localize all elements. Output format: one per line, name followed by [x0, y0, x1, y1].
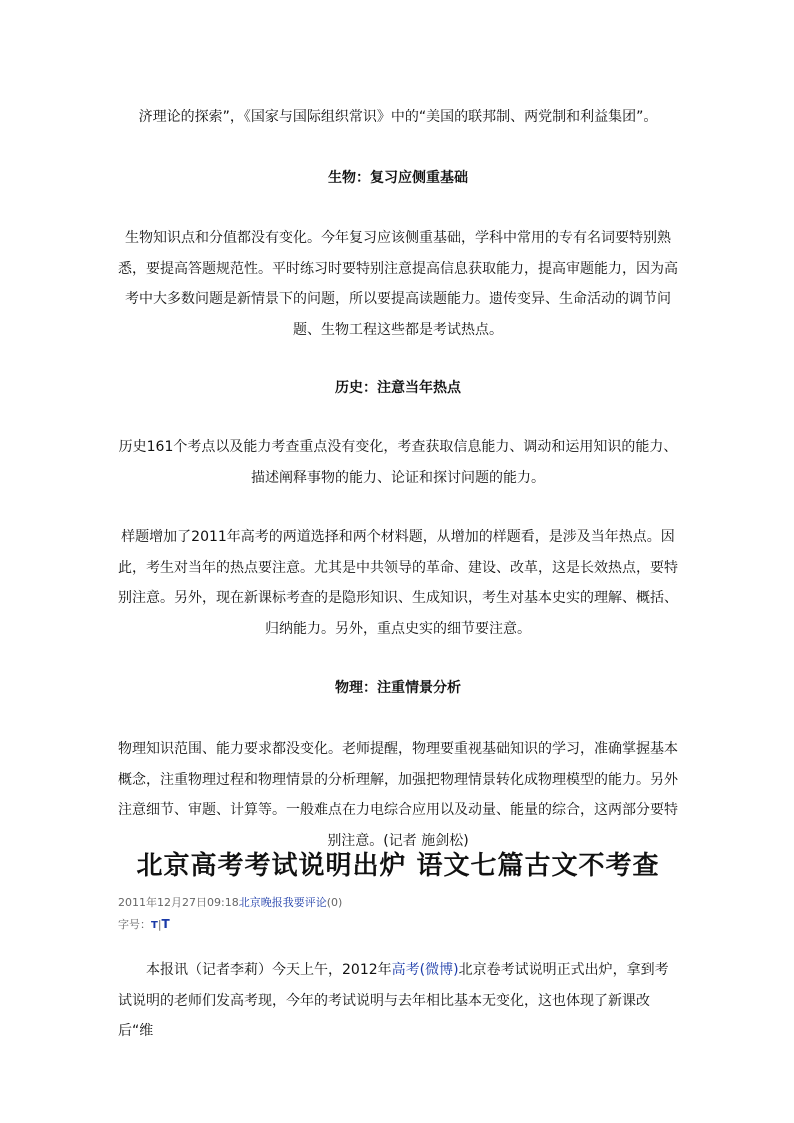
gaokao-link[interactable]: 高考 [391, 962, 420, 978]
article-para-suffix: 北京卷考试说明正式出炉，拿到考试说明的老师们发高考现，今年的考试说明与去年相比基本无变化，这也体现了新课改后“维 [118, 962, 669, 1039]
article-paragraph [118, 955, 678, 1047]
biology-body: 生物知识点和分值都没有变化。今年复习应该侧重基础，学科中常用的专有名词要特别熟悉，要提高答题规范性。平时练习时要特别注意提高信息获取能力，提高审题能力，因为高考中大多数问题是新情景下的问题，所以要提高读题能力。遗传变异、生命活动的调节问题、生物工程这些都是考试热点。 [118, 230, 678, 338]
article-title: 北京高考考试说明出炉 语文七篇古文不考查 [136, 851, 660, 881]
comment-count: (0) [326, 896, 343, 909]
weibo-link[interactable]: (微博) [419, 962, 459, 978]
intro-line: 济理论的探索”，《国家与国际组织常识》中的“美国的联邦制、两党制和利益集团”。 [138, 109, 658, 125]
biology-heading: 生物：复习应侧重基础 [328, 170, 468, 186]
font-size-control [118, 916, 170, 934]
history-body-2: 样题增加了2011年高考的两道选择和两个材料题，从增加的样题看，是涉及当年热点。因此，考生对当年的热点要注意。尤其是中共领导的革命、建设、改革，这是长效热点，要特别注意。另外，现在新课标考查的是隐形知识、生成知识，考生对基本史实的理解、概括、归纳能力。另外，重点史实的细节要注意。 [118, 529, 678, 637]
font-small-button[interactable]: T [151, 920, 158, 931]
font-size-divider: | [157, 918, 162, 931]
font-size-label: 字号： [118, 918, 151, 931]
history-heading: 历史：注意当年热点 [335, 380, 461, 396]
article-meta [118, 895, 342, 911]
article-date: 2011年12月27日09:18 [118, 896, 239, 909]
physics-body: 物理知识范围、能力要求都没变化。老师提醒，物理要重视基础知识的学习，准确掌握基本概念，注重物理过程和物理情景的分析理解，加强把物理情景转化成物理模型的能力。另外注意细节、审题、计算等。一般难点在力电综合应用以及动量、能量的综合，这两部分要特别注意。(记者 施剑松) [118, 741, 678, 849]
article-source[interactable]: 北京晚报 [238, 896, 283, 909]
article-para-prefix: 本报讯（记者李莉）今天上午，2012年 [146, 962, 392, 978]
comment-link[interactable]: 我要评论 [282, 896, 327, 909]
physics-heading: 物理：注重情景分析 [335, 680, 461, 696]
history-body-1: 历史161个考点以及能力考查重点没有变化，考查获取信息能力、调动和运用知识的能力、描述阐释事物的能力、论证和探讨问题的能力。 [118, 439, 678, 486]
font-large-button[interactable]: T [161, 917, 170, 931]
